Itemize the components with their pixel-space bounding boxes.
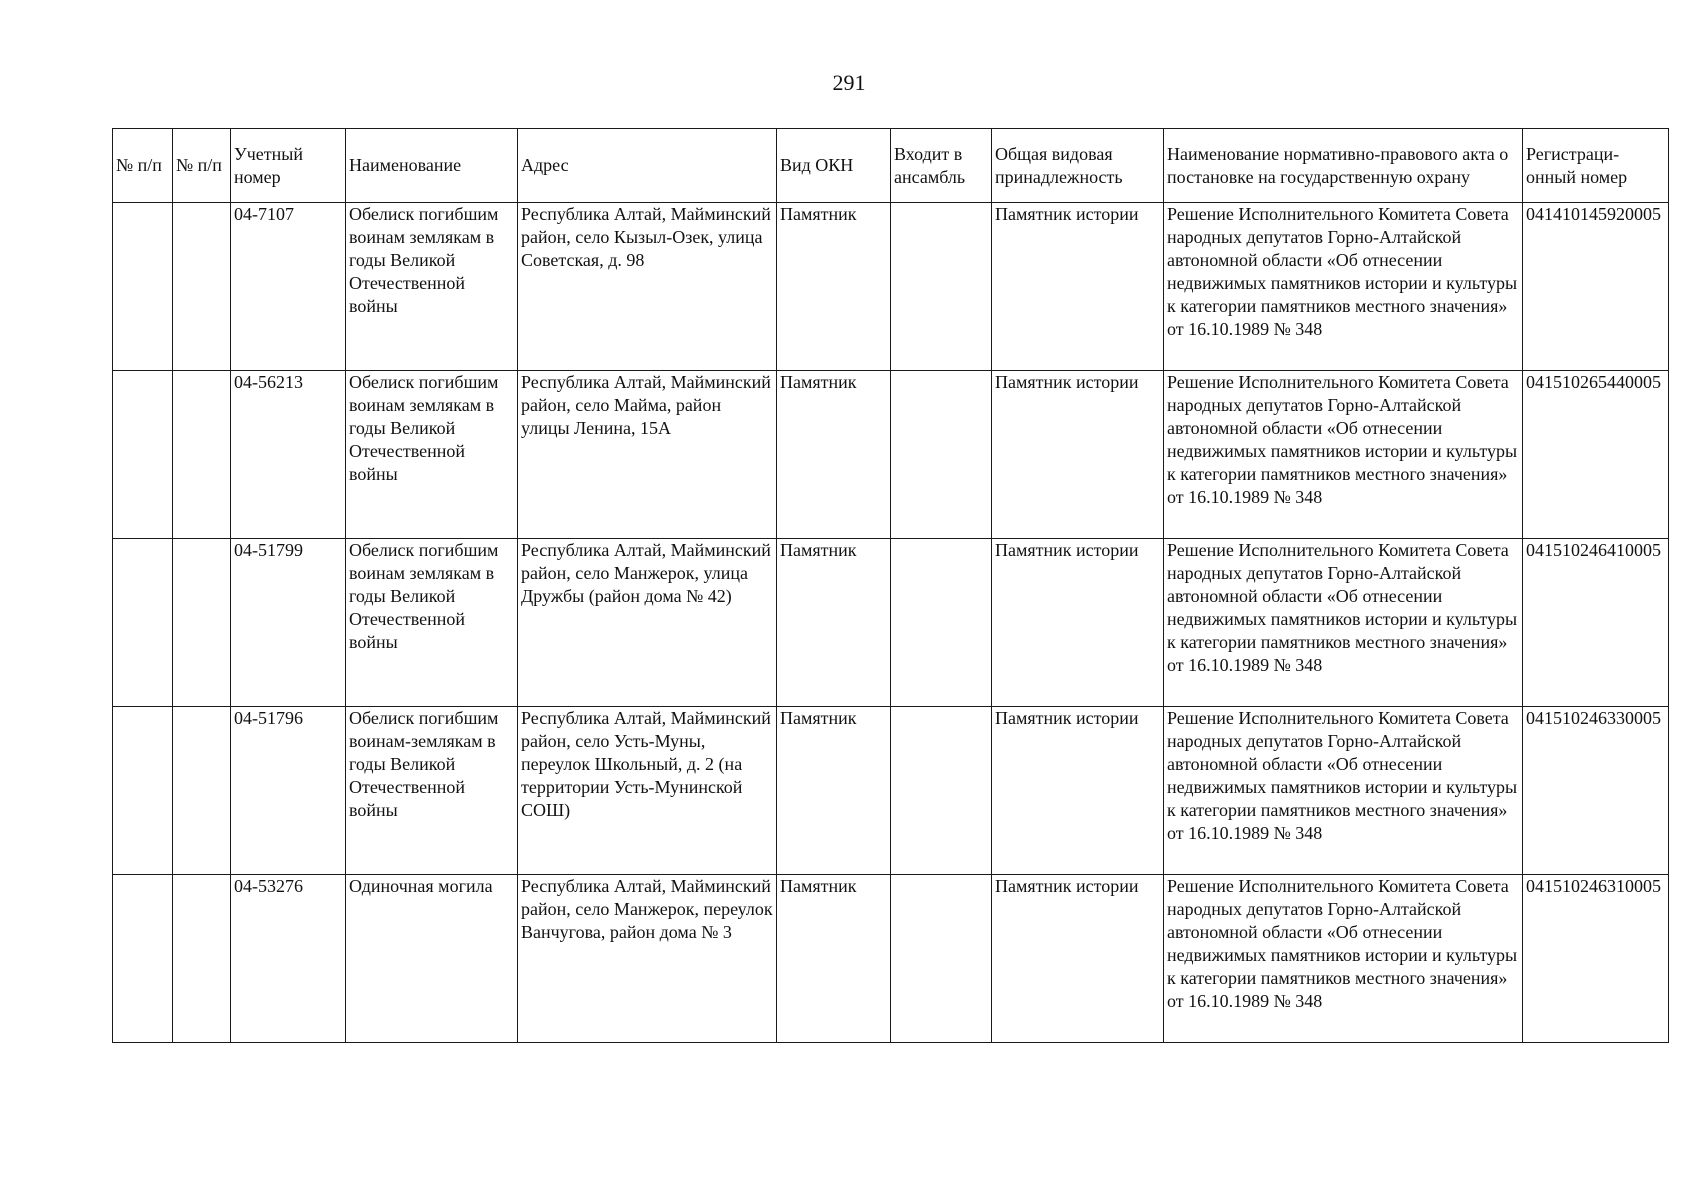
header-address: Адрес xyxy=(518,129,777,203)
cell-number-2 xyxy=(173,203,231,371)
cell-okn-type: Памятник xyxy=(777,707,891,875)
cell-name: Обелиск погибшим воинам землякам в годы Великой Отечественной войны xyxy=(346,371,518,539)
cell-registration-number: 041410145920005 xyxy=(1523,203,1669,371)
cell-legal-act: Решение Исполнительного Комитета Совета народных депутатов Горно-Алтайской автономной области «Об отнесении недвижимых памятников истории и культуры к категории памятников местного значения» от 16.10.1989 № 348 xyxy=(1164,203,1523,371)
cell-name: Обелиск погибшим воинам землякам в годы Великой Отечественной войны xyxy=(346,203,518,371)
cell-name: Обелиск погибшим воинам землякам в годы Великой Отечественной войны xyxy=(346,539,518,707)
cell-legal-act: Решение Исполнительного Комитета Совета народных депутатов Горно-Алтайской автономной области «Об отнесении недвижимых памятников истории и культуры к категории памятников местного значения» от 16.10.1989 № 348 xyxy=(1164,539,1523,707)
cell-number-1 xyxy=(113,203,173,371)
cell-category: Памятник истории xyxy=(992,203,1164,371)
cell-number-1 xyxy=(113,707,173,875)
cell-number-2 xyxy=(173,371,231,539)
header-ensemble: Входит в ансамбль xyxy=(891,129,992,203)
cell-number-1 xyxy=(113,539,173,707)
cell-legal-act: Решение Исполнительного Комитета Совета народных депутатов Горно-Алтайской автономной области «Об отнесении недвижимых памятников истории и культуры к категории памятников местного значения» от 16.10.1989 № 348 xyxy=(1164,875,1523,1043)
cell-account-number: 04-51799 xyxy=(231,539,346,707)
cell-ensemble xyxy=(891,203,992,371)
cell-account-number: 04-51796 xyxy=(231,707,346,875)
table-row xyxy=(113,875,1669,1043)
cell-number-2 xyxy=(173,875,231,1043)
cell-legal-act: Решение Исполнительного Комитета Совета народных депутатов Горно-Алтайской автономной области «Об отнесении недвижимых памятников истории и культуры к категории памятников местного значения» от 16.10.1989 № 348 xyxy=(1164,371,1523,539)
cell-name: Одиночная могила xyxy=(346,875,518,1043)
cell-ensemble xyxy=(891,707,992,875)
cell-registration-number: 041510246330005 xyxy=(1523,707,1669,875)
cell-registration-number: 041510265440005 xyxy=(1523,371,1669,539)
cell-address: Республика Алтай, Майминский район, село Майма, район улицы Ленина, 15А xyxy=(518,371,777,539)
cell-okn-type: Памятник xyxy=(777,875,891,1043)
header-category: Общая видовая принадлежность xyxy=(992,129,1164,203)
cell-address: Республика Алтай, Майминский район, село Манжерок, улица Дружбы (район дома № 42) xyxy=(518,539,777,707)
cell-number-1 xyxy=(113,875,173,1043)
header-number-2: № п/п xyxy=(173,129,231,203)
heritage-registry-table xyxy=(112,128,1669,1043)
cell-okn-type: Памятник xyxy=(777,539,891,707)
page-number: 291 xyxy=(832,70,866,95)
cell-number-2 xyxy=(173,707,231,875)
cell-account-number: 04-7107 xyxy=(231,203,346,371)
cell-ensemble xyxy=(891,371,992,539)
cell-category: Памятник истории xyxy=(992,707,1164,875)
cell-number-2 xyxy=(173,539,231,707)
cell-address: Республика Алтай, Майминский район, село Усть-Муны, переулок Школьный, д. 2 (на территории Усть-Мунинской СОШ) xyxy=(518,707,777,875)
cell-account-number: 04-53276 xyxy=(231,875,346,1043)
header-okn-type: Вид ОКН xyxy=(777,129,891,203)
header-account-number: Учетный номер xyxy=(231,129,346,203)
header-name: Наименование xyxy=(346,129,518,203)
cell-okn-type: Памятник xyxy=(777,371,891,539)
cell-category: Памятник истории xyxy=(992,539,1164,707)
cell-ensemble xyxy=(891,539,992,707)
cell-okn-type: Памятник xyxy=(777,203,891,371)
table-row xyxy=(113,707,1669,875)
cell-address: Республика Алтай, Майминский район, село Кызыл-Озек, улица Советская, д. 98 xyxy=(518,203,777,371)
cell-category: Памятник истории xyxy=(992,371,1164,539)
header-number-1: № п/п xyxy=(113,129,173,203)
table-header-row xyxy=(113,129,1669,203)
table-row xyxy=(113,203,1669,371)
cell-category: Памятник истории xyxy=(992,875,1164,1043)
cell-address: Республика Алтай, Майминский район, село Манжерок, переулок Ванчугова, район дома № 3 xyxy=(518,875,777,1043)
header-registration-number: Регистраци-онный номер xyxy=(1523,129,1669,203)
table-row xyxy=(113,371,1669,539)
cell-legal-act: Решение Исполнительного Комитета Совета народных депутатов Горно-Алтайской автономной области «Об отнесении недвижимых памятников истории и культуры к категории памятников местного значения» от 16.10.1989 № 348 xyxy=(1164,707,1523,875)
cell-registration-number: 041510246310005 xyxy=(1523,875,1669,1043)
cell-account-number: 04-56213 xyxy=(231,371,346,539)
cell-registration-number: 041510246410005 xyxy=(1523,539,1669,707)
cell-name: Обелиск погибшим воинам-землякам в годы Великой Отечественной войны xyxy=(346,707,518,875)
cell-number-1 xyxy=(113,371,173,539)
table-row xyxy=(113,539,1669,707)
header-legal-act: Наименование нормативно-правового акта о постановке на государственную охрану xyxy=(1164,129,1523,203)
cell-ensemble xyxy=(891,875,992,1043)
